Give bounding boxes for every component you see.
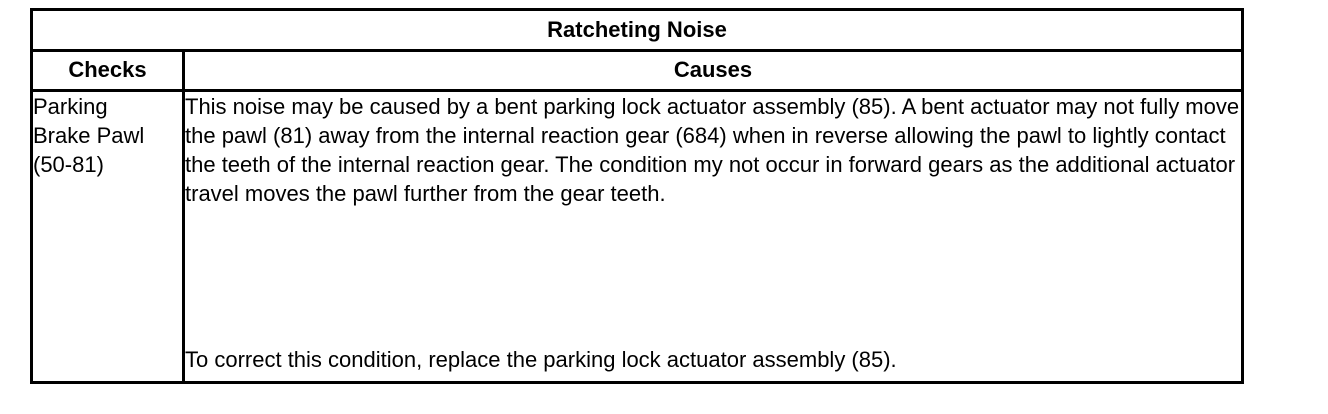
title-row bbox=[32, 10, 1243, 51]
check-line: Parking bbox=[33, 93, 108, 119]
header-row bbox=[32, 51, 1243, 90]
causes-header: Causes bbox=[184, 51, 1243, 90]
checks-header: Checks bbox=[32, 51, 184, 90]
check-line: Brake Pawl bbox=[33, 122, 145, 148]
cause-description: This noise may be caused by a bent parking lock actuator assembly (85). A bent actuator may not fully move the pawl (81) away from the internal reaction gear (684) when in reverse allowing the pawl to lightly contact the teeth of the internal reaction gear. The condition my not occur in forward gears as the additional actuator travel moves the pawl further from the gear teeth. bbox=[185, 93, 1240, 206]
table-title: Ratcheting Noise bbox=[32, 10, 1243, 51]
cause-content bbox=[185, 92, 1241, 374]
table-row bbox=[32, 90, 1243, 382]
correction-instruction: To correct this condition, replace the parking lock actuator assembly (85). bbox=[185, 346, 897, 372]
check-cell bbox=[32, 90, 184, 382]
cause-cell bbox=[184, 90, 1243, 382]
diagnostic-table bbox=[30, 8, 1244, 384]
check-line: (50-81) bbox=[33, 151, 104, 177]
